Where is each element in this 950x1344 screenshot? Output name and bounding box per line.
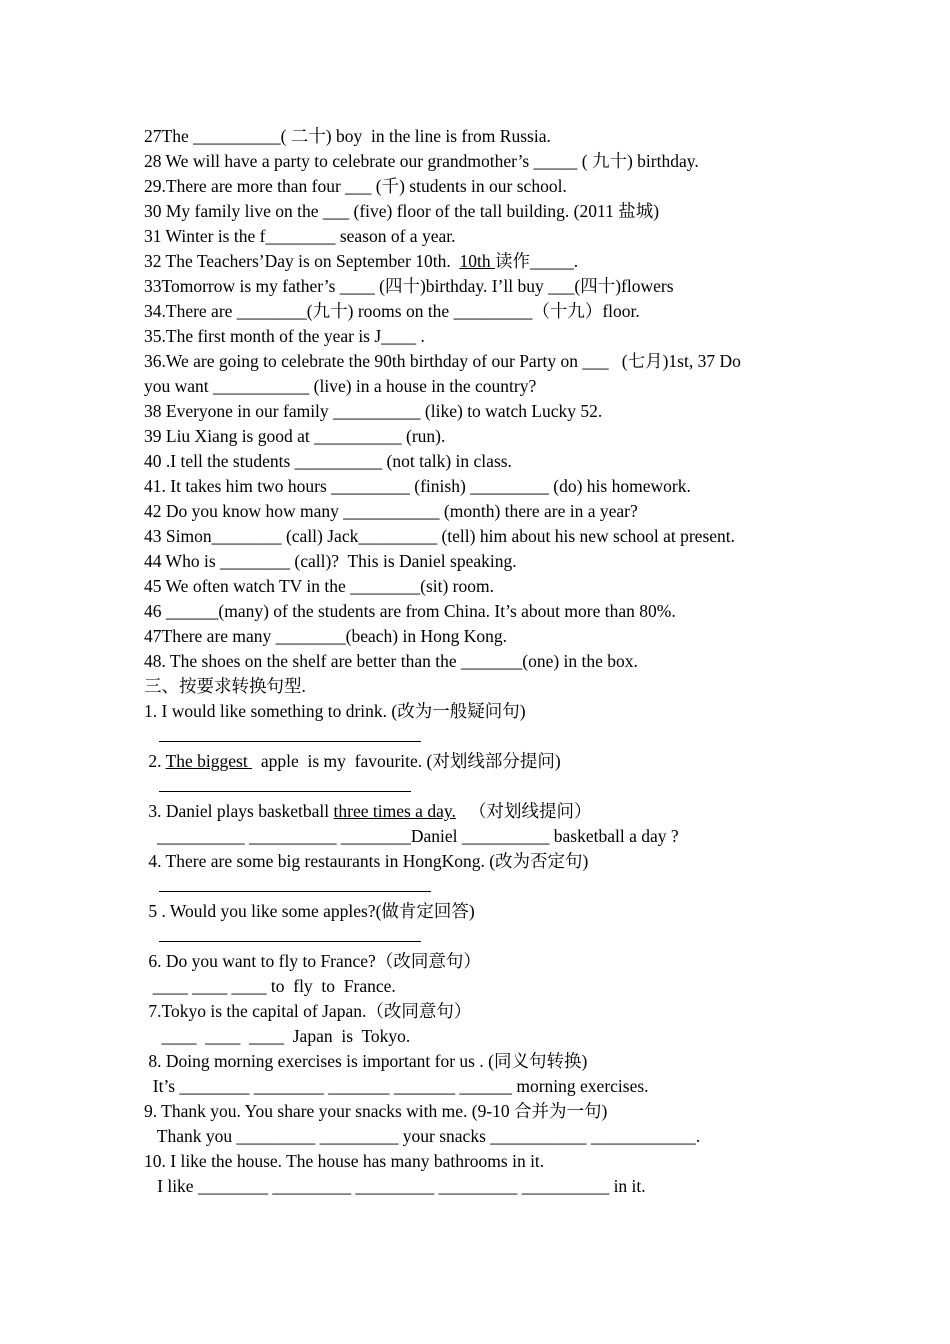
item-35: 35.The first month of the year is J____ .	[144, 326, 425, 346]
transform-6: 6. Do you want to fly to France?（改同意句）	[144, 951, 481, 971]
item-34: 34.There are ________(九十) rooms on the _________（十九）floor.	[144, 301, 640, 321]
answer-blank	[159, 875, 431, 892]
item-33: 33Tomorrow is my father’s ____ (四十)birthday. I’ll buy ___(四十)flowers	[144, 276, 674, 296]
transform-4: 4. There are some big restaurants in HongKong. (改为否定句)	[144, 851, 589, 871]
transform-8-answer: It’s ________ ________ _______ _______ ______ morning exercises.	[144, 1076, 649, 1096]
item-30: 30 My family live on the ___ (five) floor of the tall building. (2011 盐城)	[144, 201, 660, 221]
transform-7: 7.Tokyo is the capital of Japan.（改同意句）	[144, 1001, 472, 1021]
transform-2-underlined: The biggest	[165, 751, 253, 771]
item-41: 41. It takes him two hours _________ (finish) _________ (do) his homework.	[144, 476, 691, 496]
item-38: 38 Everyone in our family __________ (like) to watch Lucky 52.	[144, 401, 603, 421]
item-45: 45 We often watch TV in the ________(sit) room.	[144, 576, 494, 596]
item-32-text-b: 读作_____.	[494, 251, 579, 271]
item-40: 40 .I tell the students __________ (not talk) in class.	[144, 451, 512, 471]
transform-9: 9. Thank you. You share your snacks with me. (9-10 合并为一句)	[144, 1101, 608, 1121]
transform-10: 10. I like the house. The house has many bathrooms in it.	[144, 1151, 545, 1171]
transform-3-text-a: 3. Daniel plays basketball	[144, 801, 334, 821]
transform-3-answer: __________ __________ ________Daniel __________ basketball a day ?	[144, 826, 679, 846]
transform-3-underlined: three times a day.	[333, 801, 456, 821]
section-3-title: 三、按要求转换句型.	[144, 676, 306, 696]
transform-3-text-b: （对划线提问）	[455, 801, 592, 821]
item-29: 29.There are more than four ___ (千) students in our school.	[144, 176, 567, 196]
transform-8: 8. Doing morning exercises is important for us . (同义句转换)	[144, 1051, 588, 1071]
transform-4-answer-line	[144, 874, 431, 899]
item-42: 42 Do you know how many ___________ (month) there are in a year?	[144, 501, 638, 521]
item-47: 47There are many ________(beach) in Hong Kong.	[144, 626, 508, 646]
transform-2-text-a: 2.	[144, 751, 166, 771]
transform-1: 1. I would like something to drink. (改为一般疑问句)	[144, 701, 526, 721]
item-32	[144, 249, 578, 274]
item-27: 27The __________( 二十) boy in the line is from Russia.	[144, 126, 551, 146]
item-37: you want ___________ (live) in a house in the country?	[144, 376, 537, 396]
item-36: 36.We are going to celebrate the 90th birthday of our Party on ___ (七月)1st, 37 Do	[144, 351, 741, 371]
item-32-underlined: 10th	[459, 251, 495, 271]
item-39: 39 Liu Xiang is good at __________ (run).	[144, 426, 446, 446]
item-32-text-a: 32 The Teachers’Day is on September 10th.	[144, 251, 460, 271]
transform-2-text-b: apple is my favourite. (对划线部分提问)	[252, 751, 561, 771]
item-46: 46 ______(many) of the students are from China. It’s about more than 80%.	[144, 601, 676, 621]
item-43: 43 Simon________ (call) Jack_________ (tell) him about his new school at present.	[144, 526, 736, 546]
transform-3	[144, 799, 591, 824]
transform-7-answer: ____ ____ ____ Japan is Tokyo.	[144, 1026, 411, 1046]
transform-2	[144, 749, 561, 774]
item-48: 48. The shoes on the shelf are better than the _______(one) in the box.	[144, 651, 638, 671]
answer-blank	[159, 925, 421, 942]
transform-10-answer: I like ________ _________ _________ _________ __________ in it.	[144, 1176, 646, 1196]
transform-6-answer: ____ ____ ____ to fly to France.	[144, 976, 396, 996]
transform-1-answer-line	[144, 724, 421, 749]
item-44: 44 Who is ________ (call)? This is Daniel speaking.	[144, 551, 517, 571]
item-31: 31 Winter is the f________ season of a year.	[144, 226, 456, 246]
item-28: 28 We will have a party to celebrate our grandmother’s _____ ( 九十) birthday.	[144, 151, 699, 171]
transform-2-answer-line	[144, 774, 411, 799]
transform-5-answer-line	[144, 924, 421, 949]
answer-blank	[159, 775, 411, 792]
transform-5: 5 . Would you like some apples?(做肯定回答)	[144, 901, 475, 921]
transform-9-answer: Thank you _________ _________ your snacks ___________ ____________.	[144, 1126, 701, 1146]
answer-blank	[159, 725, 421, 742]
